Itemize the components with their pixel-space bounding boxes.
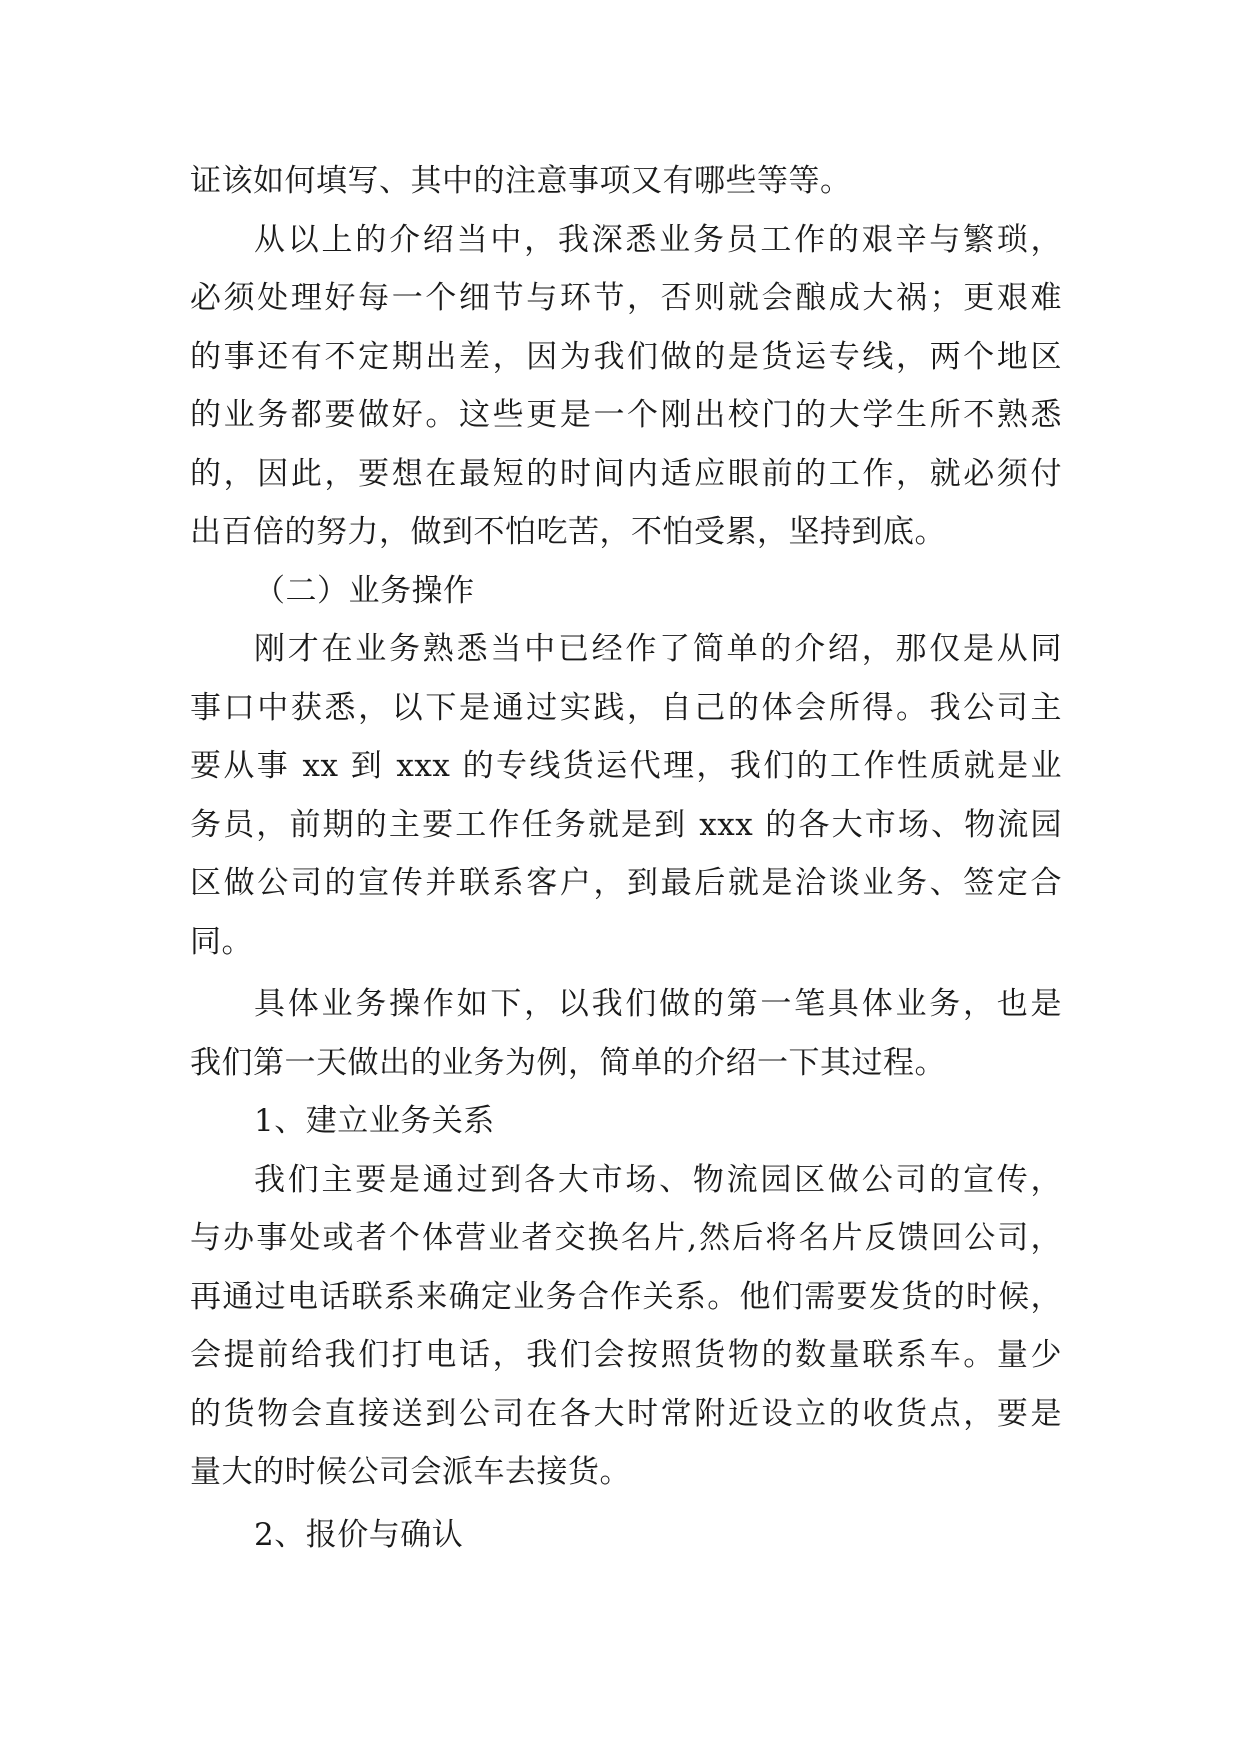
paragraph-line: 的货物会直接送到公司在各大时常附近设立的收货点，要是 [190,1395,1062,1432]
paragraph-line: 量大的时候公司会派车去接货。 [190,1454,631,1490]
paragraph-line: 从以上的介绍当中，我深悉业务员工作的艰辛与繁琐， [254,221,1062,258]
paragraph-line: 出百倍的努力，做到不怕吃苦，不怕受累，坚持到底。 [190,514,946,550]
paragraph-line: 的，因此，要想在最短的时间内适应眼前的工作，就必须付 [190,455,1062,492]
paragraph-line: 要从事 xx 到 xxx 的专线货运代理，我们的工作性质就是业 [190,748,1062,784]
paragraph-line: 刚才在业务熟悉当中已经作了简单的介绍，那仅是从同 [254,631,1062,667]
subsection-heading: 1、建立业务关系 [254,1103,495,1139]
paragraph-line: 务员，前期的主要工作任务就是到 xxx 的各大市场、物流园 [190,806,1062,843]
paragraph-line: 我们主要是通过到各大市场、物流园区做公司的宣传， [254,1161,1062,1198]
paragraph-line: 具体业务操作如下，以我们做的第一笔具体业务，也是 [254,986,1062,1022]
paragraph-line: 与办事处或者个体营业者交换名片,然后将名片反馈回公司， [190,1220,1062,1256]
paragraph-line: 再通过电话联系来确定业务合作关系。他们需要发货的时候， [190,1278,1062,1315]
section-heading: （二）业务操作 [254,572,475,609]
paragraph-line: 会提前给我们打电话，我们会按照货物的数量联系车。量少 [190,1337,1062,1373]
paragraph-line: 区做公司的宣传并联系客户，到最后就是洽谈业务、签定合 [190,865,1062,901]
paragraph-line: 事口中获悉，以下是通过实践，自己的体会所得。我公司主 [190,689,1062,726]
subsection-heading: 2、报价与确认 [254,1516,464,1553]
paragraph-line: 同。 [190,923,253,960]
paragraph-line: 必须处理好每一个细节与环节，否则就会酿成大祸；更艰难 [190,280,1062,316]
paragraph-line: 我们第一天做出的业务为例，简单的介绍一下其过程。 [190,1044,946,1081]
paragraph-line: 的事还有不定期出差，因为我们做的是货运专线，两个地区 [190,338,1062,375]
document-body [190,152,1062,1564]
paragraph-line: 证该如何填写、其中的注意事项又有哪些等等。 [190,163,852,199]
paragraph-line: 的业务都要做好。这些更是一个刚出校门的大学生所不熟悉 [190,397,1062,433]
